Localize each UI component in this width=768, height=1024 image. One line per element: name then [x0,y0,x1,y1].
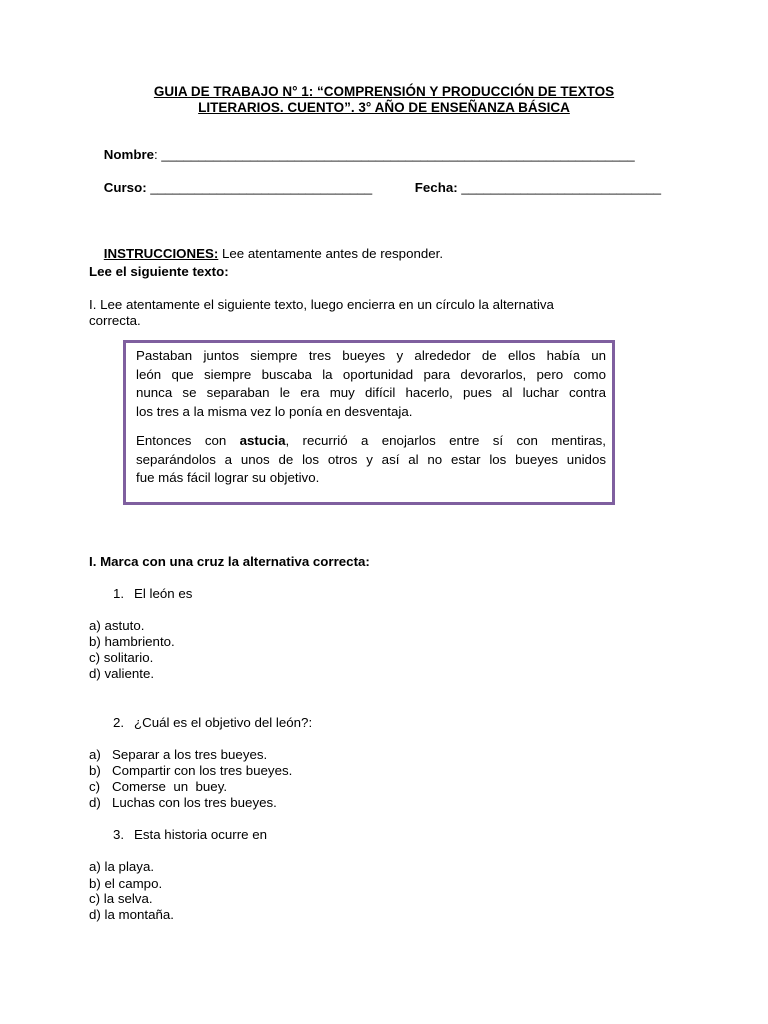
story-p2-after: , recurrió a enojarlos entre sí con mentiras, [285,433,606,448]
q2-option-b-letter: b) [89,763,101,778]
question-1-number: 1. [113,586,125,601]
fecha-label: Fecha: [414,180,458,195]
curso-field[interactable] [89,164,372,212]
fecha-field[interactable] [400,164,661,212]
story-p2-line: fue más fácil lograr su objetivo. [136,470,320,485]
q2-option-c[interactable]: Comerse un buey. [112,779,228,794]
story-p1-line: nunca se separaban le era muy difícil hacerlo, pues al luchar contra [136,385,606,400]
title-line-2: LITERARIOS. CUENTO”. 3° AÑO DE ENSEÑANZA BÁSICA [198,100,570,115]
read-heading: Lee el siguiente texto: [89,264,229,279]
question-3-number: 3. [113,827,125,842]
instructions-text: Lee atentamente antes de responder. [218,246,444,261]
part1-heading: I. Marca con una cruz la alternativa correcta: [89,554,370,569]
story-paragraph-2 [136,432,606,488]
story-p1-line: Pastaban juntos siempre tres bueyes y alrededor de ellos había un [136,348,606,363]
q3-option-a[interactable]: a) la playa. [89,859,155,874]
story-keyword-astucia: astucia [239,433,286,448]
story-p1-line: león que siempre buscaba la oportunidad para devorarlos, pero como [136,366,606,382]
fecha-line[interactable]: ___________________________ [461,180,662,195]
q1-option-a[interactable]: a) astuto. [89,618,145,633]
story-p2-line: separándolos a unos de los otros y así al no estar los bueyes unidos [136,451,606,467]
story-p1-line: los tres a la misma vez lo ponía en desventaja. [136,403,413,419]
section1-line-1: I. Lee atentamente el siguiente texto, luego encierra en un círculo la alternativa [89,297,554,312]
q1-option-c[interactable]: c) solitario. [89,650,154,665]
q2-option-c-letter: c) [89,779,101,794]
title-line-1: GUIA DE TRABAJO N° 1: “COMPRENSIÓN Y PRODUCCIÓN DE TEXTOS [153,84,615,99]
q2-option-b[interactable]: Compartir con los tres bueyes. [112,763,293,778]
curso-label: Curso: [103,180,147,195]
story-p2-line [136,432,606,451]
q2-option-d-letter: d) [89,795,101,810]
question-3-text: Esta historia ocurre en [134,827,268,842]
story-box [123,340,615,505]
nombre-line[interactable]: : ________________________________________________________________ [154,147,635,162]
section1-line-2: correcta. [89,313,141,328]
q2-option-a-letter: a) [89,747,101,762]
q3-option-c[interactable]: c) la selva. [89,891,153,906]
story-paragraph-1 [136,347,606,421]
question-2-number: 2. [113,715,125,730]
q2-option-d[interactable]: Luchas con los tres bueyes. [112,795,277,810]
q3-option-d[interactable]: d) la montaña. [89,907,175,922]
q1-option-b[interactable]: b) hambriento. [89,634,175,649]
q2-option-a[interactable]: Separar a los tres bueyes. [112,747,268,762]
q1-option-d[interactable]: d) valiente. [89,666,155,681]
nombre-label: Nombre [103,147,155,162]
question-1-text: El león es [134,586,193,601]
curso-line[interactable]: ______________________________ [150,180,373,195]
story-p2-before: Entonces con [136,433,240,448]
q3-option-b[interactable]: b) el campo. [89,876,163,891]
instructions-label: INSTRUCCIONES: [103,246,219,261]
question-2-text: ¿Cuál es el objetivo del león?: [134,715,313,730]
